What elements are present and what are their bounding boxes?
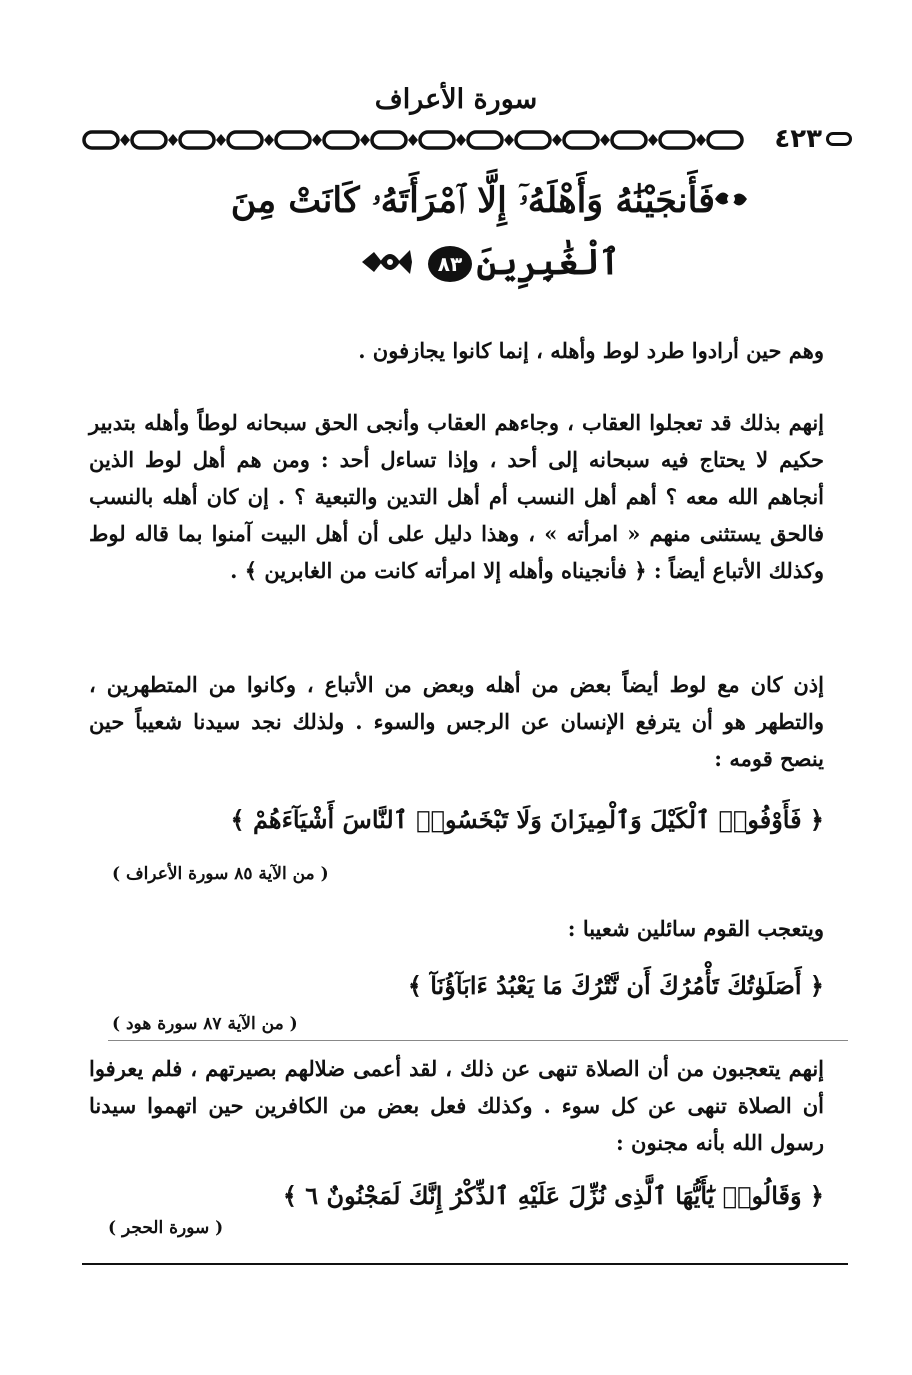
chain-link: [468, 132, 502, 148]
paragraph-4: ويتعجب القوم سائلين شعيبا :: [567, 916, 824, 941]
chain-link: [324, 132, 358, 148]
chain-diamond: [648, 134, 658, 146]
surah-title: سورة الأعراف: [374, 84, 538, 115]
chain-ornament: [80, 122, 746, 158]
quran-quote-3: ﴿ وَقَالُوا۟ يَٰٓأَيُّهَا ٱلَّذِى نُزِّلَ عَلَيْهِ ٱلذِّكْرُ إِنَّكَ لَمَجْنُونٌ ٦ ﴾: [282, 1181, 824, 1210]
paragraph-5: إنهم يتعجبون من أن الصلاة تنهى عن ذلك ، لقد أعمى ضلالهم بصيرتهم ، فلم يعرفوا أن الصلاة تنهى عن كل سوء . وكذلك فعل بعض من الكافرين حين اتهموا سيدنا رسول الله بأنه مجنون :: [89, 1056, 824, 1155]
chain-link: [516, 132, 550, 148]
chain-link: [372, 132, 406, 148]
chain-diamond: [456, 134, 466, 146]
verse-header-line2-text: ٱلْغَٰبِرِينَ: [476, 242, 620, 283]
chain-diamond: [552, 134, 562, 146]
chain-diamond: [504, 134, 514, 146]
quote-2-source: ( من الآية ٨٧ سورة هود ): [112, 1014, 298, 1034]
quote-1-source: ( من الآية ٨٥ سورة الأعراف ): [112, 864, 329, 884]
chain-link: [228, 132, 262, 148]
page-number-ornament: [826, 132, 852, 146]
quran-quote-2: ﴿ أَصَلَوٰتُكَ تَأْمُرُكَ أَن نَّتْرُكَ مَا يَعْبُدُ ءَابَآؤُنَآ ﴾: [407, 971, 824, 1000]
chain-diamond: [264, 134, 274, 146]
chain-diamond: [216, 134, 226, 146]
chain-link: [276, 132, 310, 148]
page-header: [80, 122, 852, 158]
chain-diamond: [600, 134, 610, 146]
ayah-number-medallion: ٨٣: [428, 246, 472, 282]
paragraph-1: وهم حين أرادوا طرد لوط وأهله ، إنما كانوا يجازفون .: [358, 338, 824, 363]
chain-link: [612, 132, 646, 148]
verse-end-ornament-icon: [360, 244, 414, 280]
chain-diamond: [312, 134, 322, 146]
divider: [108, 1040, 848, 1041]
page-number: ٤٢٣: [774, 124, 822, 154]
quote-3-source: ( سورة الحجر ): [108, 1218, 224, 1238]
paragraph-3: إذن كان مع لوط أيضاً بعض من أهله وبعض من الأتباع ، وكانوا من المتطهرين ، والتطهر هو أن يترفع الإنسان عن الرجس والسوء . ولذلك نجد سيدنا شعيباً حين ينصح قومه :: [89, 672, 824, 771]
verse-start-ornament-icon: [713, 184, 749, 214]
chain-diamond: [120, 134, 130, 146]
chain-diamond: [696, 134, 706, 146]
chain-diamond: [408, 134, 418, 146]
verse-header-line1: فَأَنجَيْنَٰهُ وَأَهْلَهُۥٓ إِلَّا ٱمْرَأَتَهُۥ كَانَتْ مِنَ: [230, 180, 715, 221]
chain-link: [180, 132, 214, 148]
footer-rule: [82, 1263, 848, 1265]
chain-link: [708, 132, 742, 148]
chain-link: [564, 132, 598, 148]
paragraph-2: إنهم بذلك قد تعجلوا العقاب ، وجاءهم العقاب وأنجى الحق سبحانه لوطاً وأهله بتدبير حكيم لا يحتاج فيه سبحانه إلى أحد ، وإذا تساءل أحد : ومن هم أهل لوط الذين أنجاهم الله معه ؟ أهم أهل النسب أم أهل التدين والتبعية ؟ . إن كان أهله بالنسب فالحق يستثنى منهم « امرأته » ، وهذا دليل على أن أهل البيت آمنوا بما قاله لوط وكذلك الأتباع أيضاً : ﴿ فأنجيناه وأهله إلا امرأته كانت من الغابرين ﴾ .: [89, 410, 824, 583]
chain-link: [420, 132, 454, 148]
quran-quote-1: ﴿ فَأَوْفُوا۟ ٱلْكَيْلَ وَٱلْمِيزَانَ وَلَا تَبْخَسُوا۟ ٱلنَّاسَ أَشْيَآءَهُمْ ﴾: [230, 805, 824, 834]
chain-link: [660, 132, 694, 148]
chain-link: [84, 132, 118, 148]
chain-link: [132, 132, 166, 148]
chain-diamond: [168, 134, 178, 146]
chain-diamond: [360, 134, 370, 146]
